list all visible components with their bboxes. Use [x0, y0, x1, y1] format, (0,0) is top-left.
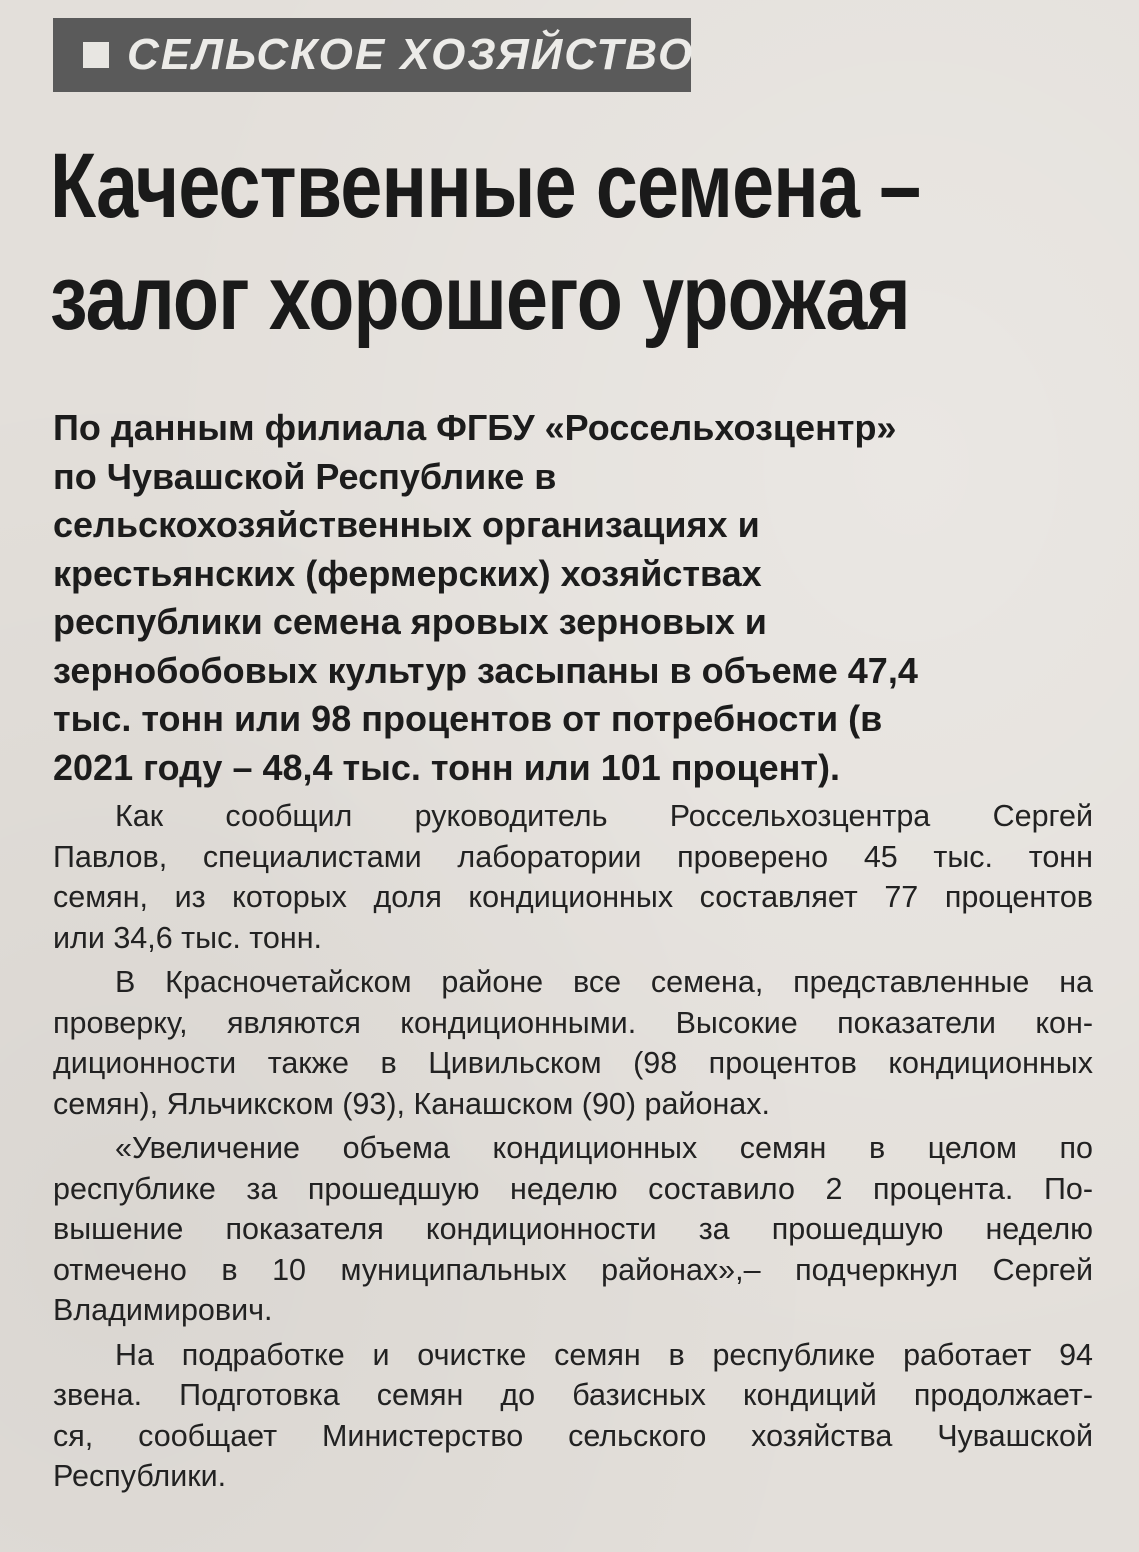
lead-line: тыс. тонн или 98 процентов от потребности (в — [53, 698, 883, 739]
body-line: семян, из которых доля кондиционных составляет 77 процентов — [53, 880, 1093, 914]
body-line: вышение показателя кондиционности за прошедшую неделю — [53, 1212, 1093, 1246]
body-line: Павлов, специалистами лаборатории проверено 45 тыс. тонн — [53, 839, 1093, 874]
body-line: республике за прошедшую неделю составило 2 процента. По- — [53, 1171, 1093, 1206]
headline-line-2: залог хорошего урожая — [50, 247, 910, 349]
article-body — [53, 796, 1093, 1501]
body-line: В Красночетайском районе все семена, представленные на — [115, 965, 1093, 999]
body-line: проверку, являются кондиционными. Высокие показатели кон- — [53, 1005, 1093, 1040]
body-paragraph — [53, 1335, 1093, 1497]
body-line: Республики. — [53, 1459, 227, 1493]
body-line: семян), Яльчикском (93), Канашском (90) районах. — [53, 1086, 770, 1121]
body-paragraph — [53, 1128, 1093, 1331]
body-line: «Увеличение объема кондиционных семян в целом по — [115, 1131, 1093, 1165]
body-line: На подработке и очистке семян в республике работает 94 — [115, 1337, 1093, 1372]
lead-line: По данным филиала ФГБУ «Россельхозцентр» — [53, 407, 897, 448]
headline-line-1: Качественные семена – — [50, 135, 921, 237]
lead-line: 2021 году – 48,4 тыс. тонн или 101 процент). — [53, 746, 841, 788]
section-rubric — [53, 18, 695, 92]
body-paragraph — [53, 796, 1093, 958]
lead-line: республики семена яровых зерновых и — [53, 601, 767, 642]
body-line: ся, сообщает Министерство сельского хозяйства Чувашской — [53, 1418, 1093, 1453]
body-line: звена. Подготовка семян до базисных кондиций продолжает- — [53, 1378, 1093, 1412]
lead-line: сельскохозяйственных организациях и — [53, 504, 760, 545]
body-line: Как сообщил руководитель Россельхозцентра Сергей — [115, 799, 1093, 833]
body-line: диционности также в Цивильском (98 процентов кондиционных — [53, 1046, 1093, 1080]
rubric-label: СЕЛЬСКОЕ ХОЗЯЙСТВО — [127, 30, 695, 79]
lead-line: зернобобовых культур засыпаны в объеме 47,4 — [53, 649, 918, 691]
lead-line: по Чувашской Республике в — [53, 455, 557, 497]
rubric-square-icon — [83, 42, 109, 68]
body-line: или 34,6 тыс. тонн. — [53, 920, 323, 955]
body-line: отмечено в 10 муниципальных районах»,– подчеркнул Сергей — [53, 1252, 1093, 1287]
article-headline — [50, 130, 1116, 354]
lead-line: крестьянских (фермерских) хозяйствах — [53, 552, 762, 594]
body-paragraph — [53, 962, 1093, 1124]
article-lead — [53, 404, 1063, 792]
body-line: Владимирович. — [53, 1293, 273, 1327]
